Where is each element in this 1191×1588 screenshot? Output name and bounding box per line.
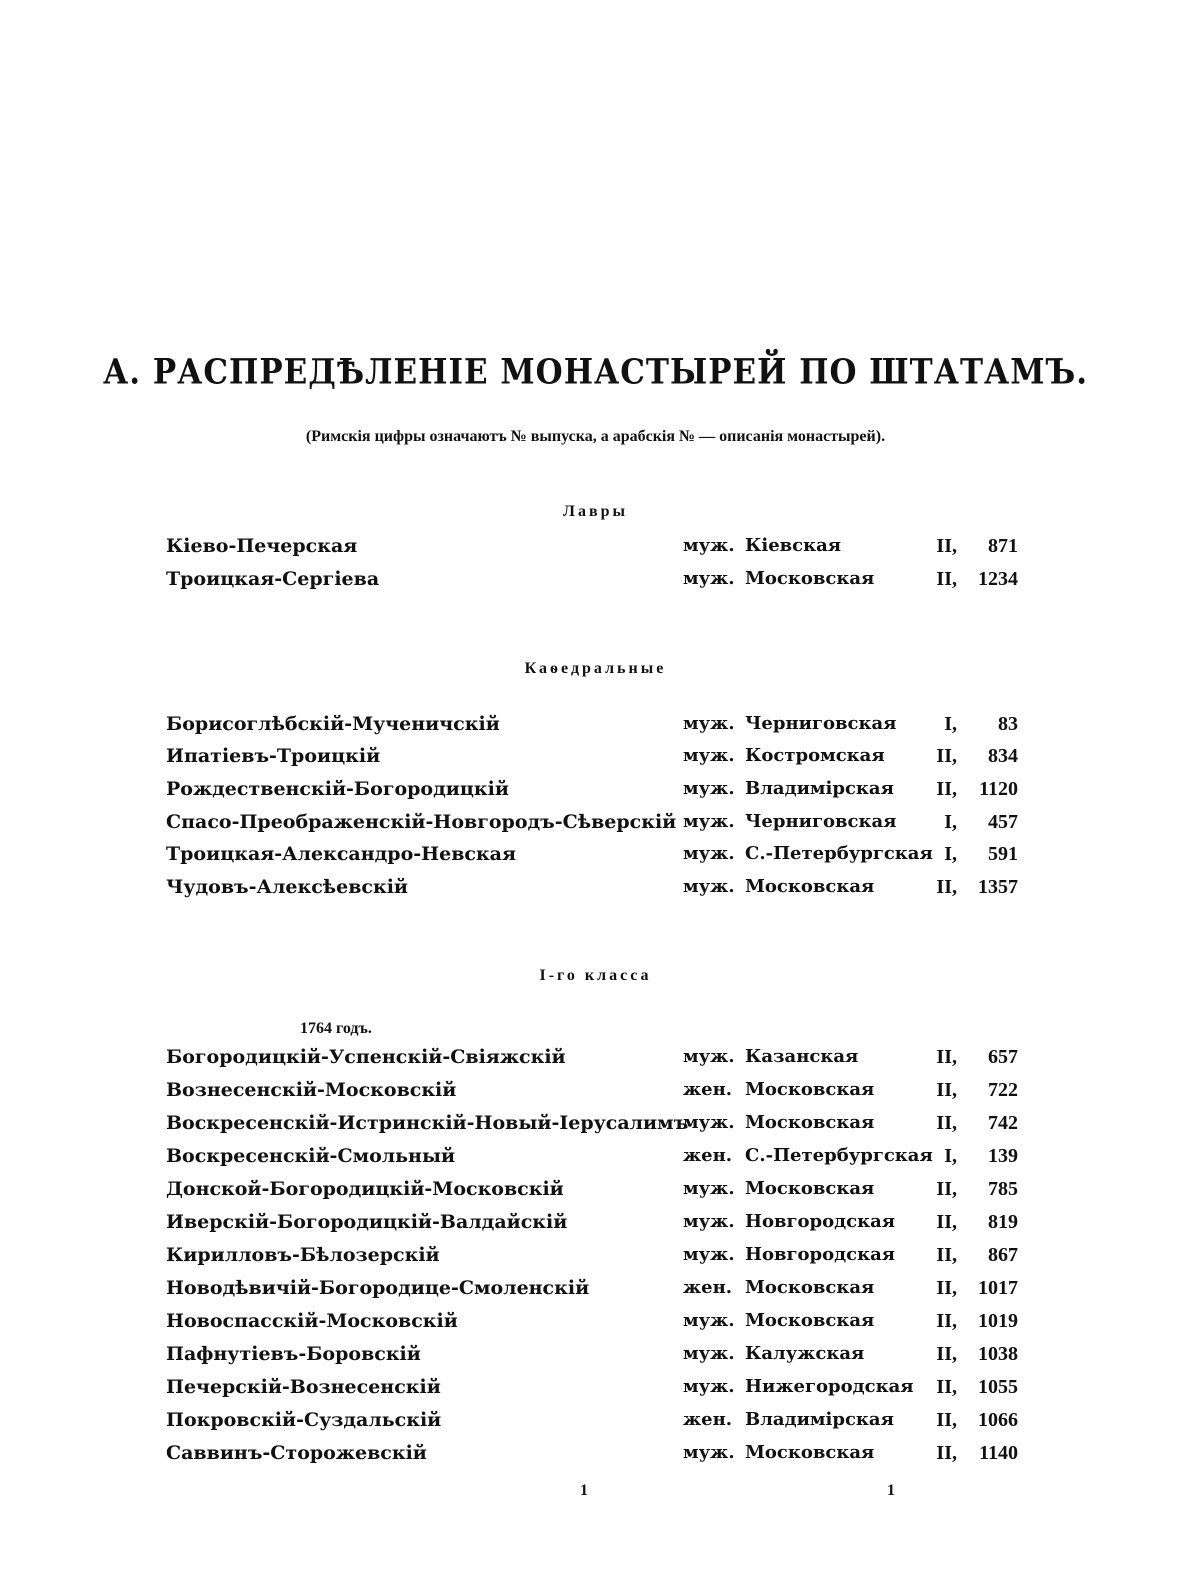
monastery-diocese: Московская	[745, 1178, 875, 1199]
monastery-sex: муж.	[683, 1310, 735, 1331]
table-row	[0, 811, 1191, 843]
description-number: 834	[988, 745, 1018, 767]
monastery-diocese: Московская	[745, 1310, 875, 1331]
description-number: 83	[998, 713, 1018, 735]
monastery-sex: муж.	[683, 811, 735, 832]
description-number: 1234	[978, 568, 1018, 590]
monastery-name: Спасо-Преображенскій-Новгородъ-Сѣверскій	[166, 811, 677, 833]
monastery-name: Воскресенскій-Смольный	[166, 1145, 456, 1167]
table-row	[0, 876, 1191, 908]
issue-number: II,	[936, 1079, 957, 1101]
issue-number: II,	[936, 1178, 957, 1200]
monastery-sex: муж.	[683, 1244, 735, 1265]
monastery-name: Иверскій-Богородицкій-Валдайскій	[166, 1211, 568, 1233]
monastery-name: Ипатіевъ-Троицкій	[166, 745, 381, 767]
issue-number: I,	[944, 713, 957, 735]
monastery-diocese: Новгородская	[745, 1244, 896, 1265]
monastery-diocese: Новгородская	[745, 1211, 896, 1232]
monastery-name: Кіево-Печерская	[166, 535, 358, 557]
description-number: 591	[988, 843, 1018, 865]
monastery-diocese: Московская	[745, 1112, 875, 1133]
monastery-sex: муж.	[683, 876, 735, 897]
issue-number: II,	[936, 1376, 957, 1398]
monastery-sex: муж.	[683, 568, 735, 589]
description-number: 1140	[979, 1442, 1018, 1464]
monastery-name: Борисоглѣбскій-Мученичскій	[166, 713, 500, 735]
issue-number: II,	[936, 1211, 957, 1233]
monastery-name: Саввинъ-Сторожевскій	[166, 1442, 427, 1464]
table-row	[0, 535, 1191, 567]
table-row	[0, 1277, 1191, 1309]
table-row	[0, 778, 1191, 810]
table-row	[0, 1310, 1191, 1342]
monastery-name: Новодѣвичій-Богородице-Смоленскій	[166, 1277, 590, 1299]
table-row	[0, 1145, 1191, 1177]
monastery-sex: муж.	[683, 1178, 735, 1199]
monastery-sex: жен.	[683, 1145, 733, 1166]
monastery-sex: муж.	[683, 1343, 735, 1364]
table-row	[0, 1376, 1191, 1408]
table-row	[0, 1211, 1191, 1243]
description-number: 742	[988, 1112, 1018, 1134]
description-number: 1038	[978, 1343, 1018, 1365]
issue-number: II,	[936, 1409, 957, 1431]
description-number: 1055	[978, 1376, 1018, 1398]
issue-number: II,	[936, 876, 957, 898]
monastery-diocese: Владимірская	[745, 1409, 894, 1430]
description-number: 457	[988, 811, 1018, 833]
table-row	[0, 843, 1191, 875]
monastery-diocese: Кіевская	[745, 535, 842, 556]
description-number: 819	[988, 1211, 1018, 1233]
issue-number: II,	[936, 568, 957, 590]
monastery-name: Печерскій-Вознесенскій	[166, 1376, 441, 1398]
monastery-diocese: Черниговская	[745, 713, 897, 734]
monastery-sex: муж.	[683, 1376, 735, 1397]
issue-number: II,	[936, 1244, 957, 1266]
monastery-diocese: Московская	[745, 1079, 875, 1100]
description-number: 657	[988, 1046, 1018, 1068]
monastery-diocese: Черниговская	[745, 811, 897, 832]
table-row	[0, 1409, 1191, 1441]
table-row	[0, 1178, 1191, 1210]
table-row	[0, 1442, 1191, 1474]
monastery-name: Богородицкій-Успенскій-Свіяжскій	[166, 1046, 566, 1068]
description-number: 139	[988, 1145, 1018, 1167]
table-row	[0, 745, 1191, 777]
table-row	[0, 1112, 1191, 1144]
section-heading-lavry: Лавры	[563, 503, 628, 520]
issue-number: I,	[944, 843, 957, 865]
monastery-name: Покровскій-Суздальскій	[166, 1409, 442, 1431]
section-heading-kafedralnye: Каѳедральные	[524, 660, 667, 677]
description-number: 1017	[978, 1277, 1018, 1299]
monastery-name: Кирилловъ-Бѣлозерскій	[166, 1244, 440, 1266]
table-row	[0, 1079, 1191, 1111]
monastery-name: Троицкая-Сергіева	[166, 568, 380, 590]
monastery-diocese: Московская	[745, 1442, 875, 1463]
issue-number: II,	[936, 1112, 957, 1134]
description-number: 871	[988, 535, 1018, 557]
issue-number: I,	[944, 811, 957, 833]
monastery-sex: жен.	[683, 1409, 733, 1430]
issue-number: II,	[936, 535, 957, 557]
table-row	[0, 1046, 1191, 1078]
monastery-sex: муж.	[683, 843, 735, 864]
monastery-name: Новоспасскій-Московскій	[166, 1310, 458, 1332]
monastery-diocese: Московская	[745, 876, 875, 897]
monastery-name: Пафнутіевъ-Боровскій	[166, 1343, 421, 1365]
page-number-right: 1	[887, 1482, 895, 1499]
issue-number: II,	[936, 778, 957, 800]
table-row	[0, 1244, 1191, 1276]
monastery-sex: муж.	[683, 1046, 735, 1067]
monastery-sex: жен.	[683, 1079, 733, 1100]
description-number: 1357	[978, 876, 1018, 898]
issue-number: II,	[936, 1343, 957, 1365]
table-row	[0, 1343, 1191, 1375]
monastery-diocese: С.-Петербургская	[745, 1145, 933, 1166]
monastery-diocese: Калужская	[745, 1343, 865, 1364]
monastery-diocese: Владимірская	[745, 778, 894, 799]
monastery-diocese: Казанская	[745, 1046, 859, 1067]
table-row	[0, 568, 1191, 600]
issue-number: II,	[936, 1310, 957, 1332]
monastery-name: Вознесенскій-Московскій	[166, 1079, 457, 1101]
monastery-sex: муж.	[683, 1112, 735, 1133]
issue-number: I,	[944, 1145, 957, 1167]
monastery-name: Чудовъ-Алексѣевскій	[166, 876, 409, 898]
monastery-sex: муж.	[683, 1442, 735, 1463]
page-number-left: 1	[580, 1482, 588, 1499]
monastery-diocese: Московская	[745, 1277, 875, 1298]
section-heading-first-class: І-го класса	[539, 967, 652, 984]
description-number: 785	[988, 1178, 1018, 1200]
monastery-diocese: Московская	[745, 568, 875, 589]
issue-number: II,	[936, 1442, 957, 1464]
issue-number: II,	[936, 745, 957, 767]
issue-number: II,	[936, 1277, 957, 1299]
monastery-sex: муж.	[683, 1211, 735, 1232]
page-title: А. РАСПРЕДѢЛЕНІЕ МОНАСТЫРЕЙ ПО ШТАТАМЪ.	[102, 352, 1089, 393]
page-subtitle: (Римскія цифры означаютъ № выпуска, а арабскія № — описанія монастырей).	[305, 428, 886, 445]
table-row	[0, 713, 1191, 745]
description-number: 1066	[978, 1409, 1018, 1431]
monastery-diocese: С.-Петербургская	[745, 843, 933, 864]
monastery-diocese: Нижегородская	[745, 1376, 914, 1397]
monastery-sex: муж.	[683, 745, 735, 766]
monastery-sex: муж.	[683, 778, 735, 799]
monastery-sex: муж.	[683, 713, 735, 734]
description-number: 1019	[978, 1310, 1018, 1332]
monastery-sex: муж.	[683, 535, 735, 556]
year-subheading: 1764 годъ.	[300, 1020, 372, 1037]
description-number: 867	[988, 1244, 1018, 1266]
monastery-name: Троицкая-Александро-Невская	[166, 843, 517, 865]
issue-number: II,	[936, 1046, 957, 1068]
monastery-diocese: Костромская	[745, 745, 885, 766]
description-number: 722	[988, 1079, 1018, 1101]
monastery-name: Донской-Богородицкій-Московскій	[166, 1178, 564, 1200]
monastery-name: Воскресенскій-Истринскій-Новый-Іерусалимъ	[166, 1112, 689, 1134]
monastery-sex: жен.	[683, 1277, 733, 1298]
monastery-name: Рождественскій-Богородицкій	[166, 778, 509, 800]
description-number: 1120	[979, 778, 1018, 800]
